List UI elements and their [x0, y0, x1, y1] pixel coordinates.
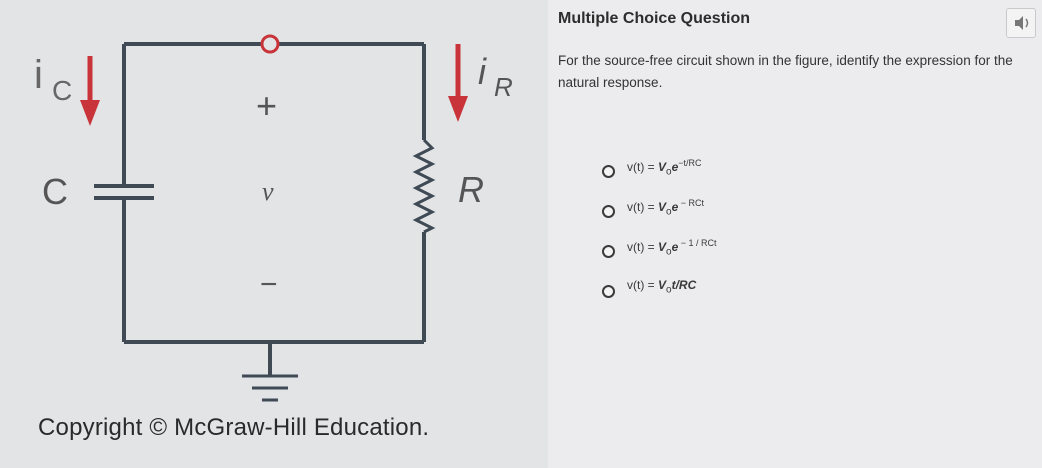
capacitor-symbol: [94, 186, 154, 198]
option-3-expression: $v(t) = V_oe$ $^{- 1 / RCt}$: [627, 238, 717, 258]
speaker-button[interactable]: [1006, 8, 1036, 38]
ic-arrow: [80, 56, 100, 126]
option-1[interactable]: [602, 158, 717, 198]
option-4[interactable]: [602, 278, 717, 318]
answer-options: [602, 158, 717, 318]
question-panel: [548, 0, 1042, 468]
ic-label-sub: C: [52, 75, 73, 106]
option-3[interactable]: [602, 238, 717, 278]
radio-button[interactable]: [602, 245, 615, 258]
terminal-node: [262, 36, 278, 52]
capacitor-label: C: [42, 171, 68, 212]
question-title: Multiple Choice Question: [558, 10, 751, 27]
voltage-label: v: [262, 177, 274, 206]
option-2-expression: $v(t) = V_oe$ $^{- RCt}$: [627, 198, 705, 218]
question-text-line2: natural response.: [558, 75, 663, 90]
option-4-expression: $v(t) = V_ot/RC$: [627, 278, 697, 296]
option-1-expression: $v(t) = V_oe^{-t/RC}$: [627, 158, 702, 178]
ic-label-main: i: [34, 53, 43, 97]
radio-button[interactable]: [602, 165, 615, 178]
copyright-text: Copyright © McGraw-Hill Education.: [38, 414, 430, 441]
option-2[interactable]: [602, 198, 717, 238]
radio-button[interactable]: [602, 205, 615, 218]
question-text: [558, 50, 1042, 94]
ir-label-sub: R: [494, 72, 513, 102]
question-text-line1: For the source-free circuit shown in the figure, identify the expression for the: [558, 53, 1013, 68]
resistor-symbol: [416, 140, 432, 232]
ir-label-main: i: [478, 51, 486, 92]
plus-sign: +: [256, 85, 278, 126]
radio-button[interactable]: [602, 285, 615, 298]
minus-sign: −: [260, 268, 278, 301]
ground-symbol: [242, 376, 298, 400]
speaker-icon: [1007, 9, 1035, 37]
resistor-label: R: [458, 169, 484, 210]
ir-arrow: [448, 44, 468, 122]
